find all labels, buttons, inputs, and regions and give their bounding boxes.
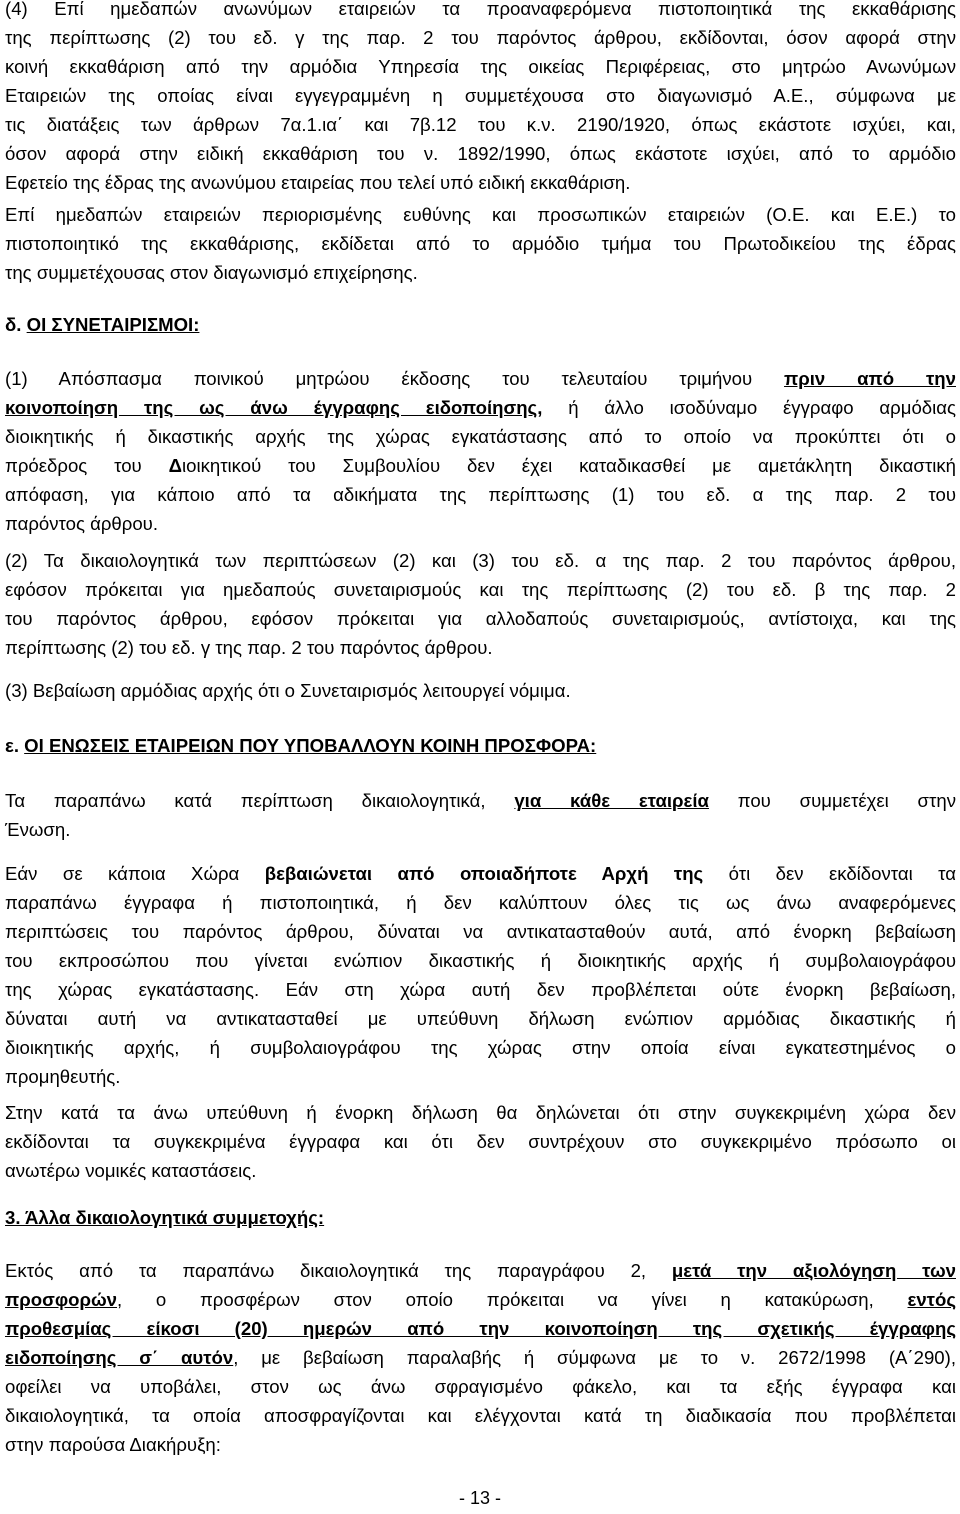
text-line: δύναται αυτή να αντικατασταθεί με υπεύθυνη δήλωση ενώπιον αρμόδιας δικαστικής ή [5,1008,956,1029]
section-epsilon-heading [5,731,956,760]
text-line: διοικητικής ή δικαστικής αρχής της χώρας εγκατάστασης από το οποίο να προκύπτει ότι ο [5,426,956,447]
heading-letter: ε. [5,735,19,756]
text-line: παραπάνω έγγραφα ή πιστοποιητικά, ή δεν καλύπτουν όλες τις ως άνω αναφερόμενες [5,892,956,913]
text-line: (2) Τα δικαιολογητικά των περιπτώσεων (2) και (3) του εδ. α της παρ. 2 του παρόντος άρθρου, [5,550,956,571]
text-line: του παρόντος άρθρου, εφόσον πρόκειται για αλλοδαπούς συνεταιρισμούς, αντίστοιχα, και της [5,608,956,629]
paragraph-other-docs [5,1256,956,1459]
text-line: περίπτωσης (2) του εδ. γ της παρ. 2 του παρόντος άρθρου. [5,637,493,658]
text-line: πρόεδρος του Διοικητικού του Συμβουλίου δεν έχει καταδικασθεί με αμετάκλητη δικαστική [5,455,957,476]
text-line: στην παρούσα Διακήρυξη: [5,1434,221,1455]
text-line: της περίπτωσης (2) του εδ. γ της παρ. 2 του παρόντος άρθρου, εκδίδονται, όσον αφορά στην [5,27,956,48]
text-line: όσον αφορά στην ειδική εκκαθάριση του ν. 1892/1990, όπως εκάστοτε ισχύει, από το αρμόδιο [5,143,956,164]
text-line: τις διατάξεις των άρθρων 7α.1.ια΄ και 7β.12 του κ.ν. 2190/1920, όπως εκάστοτε ισχύει, και, [5,114,956,135]
heading-title: 3. Άλλα δικαιολογητικά συμμετοχής: [5,1207,325,1228]
text-line: Εάν σε κάποια Χώρα βεβαιώνεται από οποιαδήποτε Αρχή της ότι δεν εκδίδονται τα [5,863,957,884]
paragraph-country [5,859,956,1091]
text-line: παρόντος άρθρου. [5,513,158,534]
heading-title: ΟΙ ΕΝΩΣΕΙΣ ΕΤΑΙΡΕΙΩΝ ΠΟΥ ΥΠΟΒΑΛΛΟΥΝ ΚΟΙΝΗ ΠΡΟΣΦΟΡΑ: [24,735,597,756]
text-line: κοινή εκκαθάριση από την αρμόδια Υπηρεσία της οικείας Περιφέρειας, στο μητρώο Ανωνύμων [5,56,956,77]
text-line: της συμμετέχουσας στον διαγωνισμό επιχείρησης. [5,262,418,283]
text-line: δικαιολογητικά, τα οποία αποσφραγίζονται και ελέγχονται κατά τη διαδικασία που προβλέπεται [5,1405,956,1426]
text-line: προθεσμίας είκοσι (20) ημερών από την κοινοποίηση της σχετικής έγγραφης [5,1318,956,1339]
text-line: ειδοποίησης σ΄ αυτόν, με βεβαίωση παραλαβής ή σύμφωνα με το ν. 2672/1998 (Α΄290), [5,1347,956,1368]
text-line: Εφετείο της έδρας της ανωνύμου εταιρείας που τελεί υπό ειδική εκκαθάριση. [5,172,631,193]
section-delta-heading [5,310,956,339]
text-line: ανωτέρω νομικές καταστάσεις. [5,1160,257,1181]
page-number: - 13 - [458,1488,501,1508]
text-line: διοικητικής αρχής, ή συμβολαιογράφου της χώρας στην οποία είναι εγκατεστημένος ο [5,1037,956,1058]
text-line: (3) Βεβαίωση αρμόδιας αρχής ότι ο Συνεταιρισμός λειτουργεί νόμιμα. [5,680,571,701]
text-line: προμηθευτής. [5,1066,121,1087]
text-line: εφόσον πρόκειται για ημεδαπούς συνεταιρισμούς και της περίπτωσης (2) του εδ. β της παρ. 2 [5,579,956,600]
paragraph-coop-2 [5,546,956,662]
heading-title: ΟΙ ΣΥΝΕΤΑΙΡΙΣΜΟΙ: [26,314,200,335]
text-line: Εταιρειών της οποίας είναι εγγεγραμμένη η συμμετέχουσα στο διαγωνισμό Α.Ε., σύμφωνα με [5,85,956,106]
text-line: κοινοποίηση της ως άνω έγγραφης ειδοποίησης, ή άλλο ισοδύναμο έγγραφο αρμόδιας [5,397,957,418]
text-line: απόφαση, για κάποιο από τα αδικήματα της περίπτωσης (1) του εδ. α της παρ. 2 του [5,484,956,505]
text-line: του εκπροσώπου που γίνεται ενώπιον δικαστικής ή διοικητικής αρχής ή συμβολαιογράφου [5,950,956,971]
paragraph-sworn [5,1098,956,1185]
text-line: Ένωση. [5,819,71,840]
paragraph-limited-liability [5,200,956,287]
text-line: περιπτώσεις του παρόντος άρθρου, δύναται να αντικατασταθούν αυτά, από ένορκη βεβαίωση [5,921,956,942]
text-line: (1) Απόσπασμα ποινικού μητρώου έκδοσης του τελευταίου τριμήνου πριν από την [5,368,956,389]
text-line: πιστοποιητικό της εκκαθάρισης, εκδίδεται από το αρμόδιο τμήμα του Πρωτοδικείου της έδρας [5,233,956,254]
text-line: εκδίδονται τα συγκεκριμένα έγγραφα και ότι δεν συντρέχουν στο συγκεκριμένο πρόσωπο οι [5,1131,956,1152]
text-line: της χώρας εγκατάστασης. Εάν στη χώρα αυτή δεν προβλέπεται ούτε ένορκη βεβαίωση, [5,979,956,1000]
paragraph-union [5,786,956,844]
paragraph-coop-3 [5,676,956,705]
text-line: Επί ημεδαπών εταιρειών περιορισμένης ευθύνης και προσωπικών εταιρειών (Ο.Ε. και Ε.Ε.) το [5,204,956,225]
section-3-heading [5,1203,956,1232]
paragraph-4-companies [5,0,956,197]
text-line: προσφορών, ο προσφέρων στον οποίο πρόκειται να γίνει η κατακύρωση, εντός [5,1289,957,1310]
text-line: Στην κατά τα άνω υπεύθυνη ή ένορκη δήλωση θα δηλώνεται ότι στην συγκεκριμένη χώρα δεν [5,1102,956,1123]
text-line: Εκτός από τα παραπάνω δικαιολογητικά της παραγράφου 2, μετά την αξιολόγηση των [5,1260,956,1281]
heading-letter: δ. [5,314,22,335]
text-line: (4) Επί ημεδαπών ανωνύμων εταιρειών τα προαναφερόμενα πιστοποιητικά της εκκαθάρισης [5,0,956,19]
paragraph-coop-1 [5,364,956,538]
text-line: Τα παραπάνω κατά περίπτωση δικαιολογητικά, για κάθε εταιρεία που συμμετέχει στην [5,790,957,811]
text-line: οφείλει να υποβάλει, στον ως άνω σφραγισμένο φάκελο, και τα εξής έγγραφα και [5,1376,956,1397]
